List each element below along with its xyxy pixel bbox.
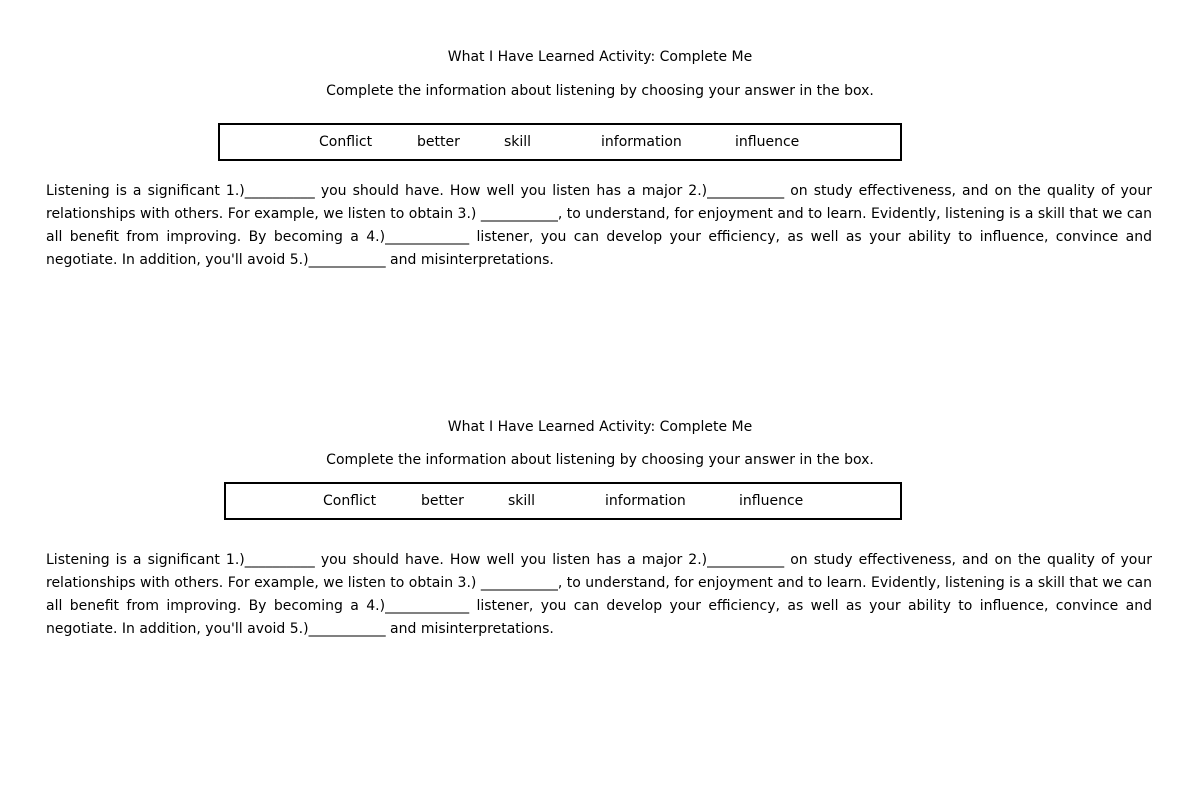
- word-bank-item: skill: [504, 134, 532, 150]
- fill-in-passage: [46, 180, 1157, 272]
- word-bank-item: Conflict: [323, 493, 377, 509]
- word-bank-item: influence: [735, 134, 800, 150]
- word-bank-item: Conflict: [319, 134, 373, 150]
- passage-text: Listening is a significant 1.)__________ you should have. How well you listen has a major 2.)___________ on study effectiveness, and on the quality of your relationships with others. For example, we listen to obtain 3.) ___________, to understand, for enjoyment and to learn. Evidently, listening is a skill that we can all benefit from improving. By becoming a 4.)____________ listener, you can develop your efficiency, as well as your ability to influence, convince and negotiate. In addition, you'll avoid 5.)___________ and misinterpretations.: [46, 552, 1157, 637]
- word-bank-item: influence: [739, 493, 804, 509]
- word-bank-item: better: [421, 493, 464, 509]
- word-bank-box: [224, 482, 902, 520]
- word-bank-item: information: [601, 134, 682, 150]
- activity-instruction: Complete the information about listening by choosing your answer in the box.: [326, 452, 874, 468]
- word-bank-item: better: [417, 134, 460, 150]
- activity-title: What I Have Learned Activity: Complete Me: [447, 419, 753, 435]
- word-bank-item: skill: [508, 493, 536, 509]
- word-bank-box: [218, 123, 902, 161]
- activity-title: What I Have Learned Activity: Complete Me: [447, 49, 753, 65]
- activity-instruction: Complete the information about listening by choosing your answer in the box.: [326, 83, 874, 99]
- word-bank-item: information: [605, 493, 686, 509]
- passage-text: Listening is a significant 1.)__________ you should have. How well you listen has a major 2.)___________ on study effectiveness, and on the quality of your relationships with others. For example, we listen to obtain 3.) ___________, to understand, for enjoyment and to learn. Evidently, listening is a skill that we can all benefit from improving. By becoming a 4.)____________ listener, you can develop your efficiency, as well as your ability to influence, convince and negotiate. In addition, you'll avoid 5.)___________ and misinterpretations.: [46, 183, 1157, 268]
- fill-in-passage: [46, 549, 1157, 641]
